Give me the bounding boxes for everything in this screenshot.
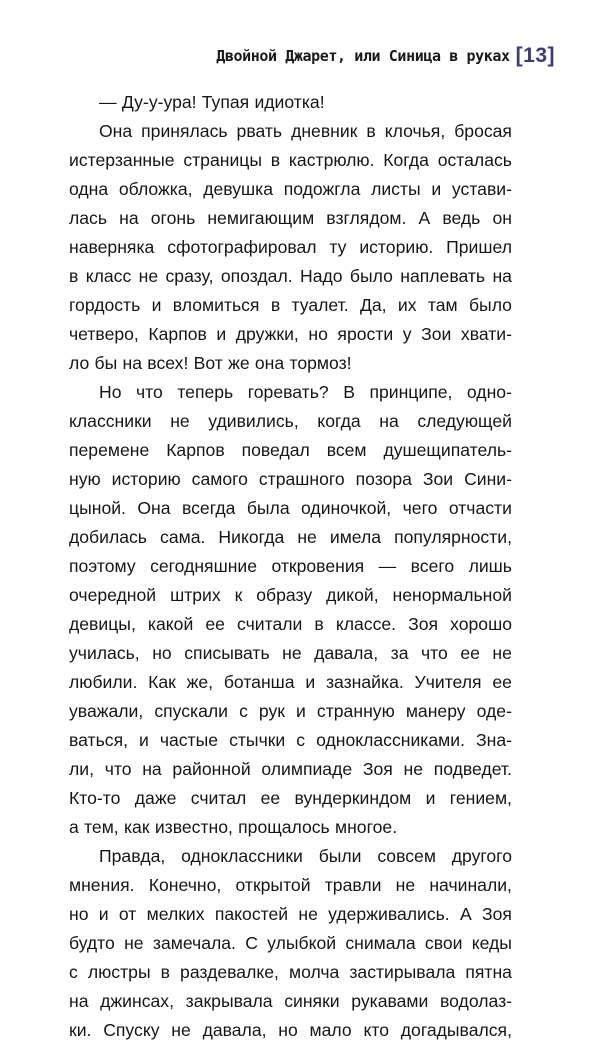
text-line: девицы, какой ее считали в классе. Зоя хорошо: [69, 614, 512, 634]
running-header-title: Двойной Джарет, или Синица в руках: [216, 47, 510, 65]
text-line: гордость и вломиться в туалет. Да, их там было: [69, 295, 512, 315]
text-line: ваться, и частые стычки с одноклассниками. Зна-: [69, 730, 512, 750]
text-line: мнения. Конечно, открытой травли не начинали,: [69, 875, 512, 895]
text-line: ную историю самого страшного позора Зои Сини-: [69, 469, 512, 489]
text-line: добилась сама. Никогда не имела популярности,: [69, 527, 512, 547]
text-line: но и от мелких пакостей не удерживались. А Зоя: [69, 904, 512, 924]
text-line: а тем, как известно, прощалось многое.: [69, 817, 398, 837]
text-line: уважали, спускали с рук и странную манеру оде-: [69, 701, 512, 721]
running-header: [216, 40, 555, 72]
text-line: — Ду-у-ура! Тупая идиотка!: [99, 92, 325, 112]
text-line: Кто-то даже считал ее вундеркиндом и гением,: [69, 788, 512, 808]
body-text: [69, 88, 512, 1045]
text-line: цыной. Она всегда была одиночкой, чего отчасти: [69, 498, 512, 518]
text-line: Она принялась рвать дневник в клочья, бросая: [99, 121, 512, 141]
text-line: любили. Как же, ботанша и зазнайка. Учителя ее: [69, 672, 512, 692]
text-line: на джинсах, закрывала синяки рукавами водолаз-: [69, 991, 512, 1011]
text-line: очередной штрих к образу дикой, ненормальной: [69, 585, 512, 605]
text-line: будто не замечала. С улыбкой снимала свои кеды: [69, 933, 512, 953]
text-line: ли, что на районной олимпиаде Зоя не подведет.: [69, 759, 512, 779]
text-line: лась на огонь немигающим взглядом. А ведь он: [69, 208, 512, 228]
text-line: Но что теперь горевать? В принципе, одно-: [99, 382, 512, 402]
text-line: в класс не сразу, опоздал. Надо было наплевать на: [69, 266, 512, 286]
text-line: поэтому сегодняшние откровения — всего лишь: [69, 556, 512, 576]
text-line: четверо, Карпов и дружки, но ярости у Зои хвати-: [69, 324, 512, 344]
text-line: одна обложка, девушка подожгла листы и устави-: [69, 179, 512, 199]
text-line: ло бы на всех! Вот же она тормоз!: [69, 353, 352, 373]
page-number: [13]: [515, 44, 555, 67]
text-line: перемене Карпов поведал всем душещипатель-: [69, 440, 512, 460]
text-line: классники не удивились, когда на следующей: [69, 411, 512, 431]
text-line: ки. Спуску не давала, но мало кто догадывался,: [69, 1020, 512, 1040]
text-line: с люстры в раздевалке, молча застирывала пятна: [69, 962, 512, 982]
text-line: училась, но списывать не давала, за что ее не: [69, 643, 512, 663]
text-line: истерзанные страницы в кастрюлю. Когда осталась: [69, 150, 512, 170]
text-line: Правда, одноклассники были совсем другого: [99, 846, 512, 866]
text-line: наверняка сфотографировал ту историю. Пришел: [69, 237, 512, 257]
